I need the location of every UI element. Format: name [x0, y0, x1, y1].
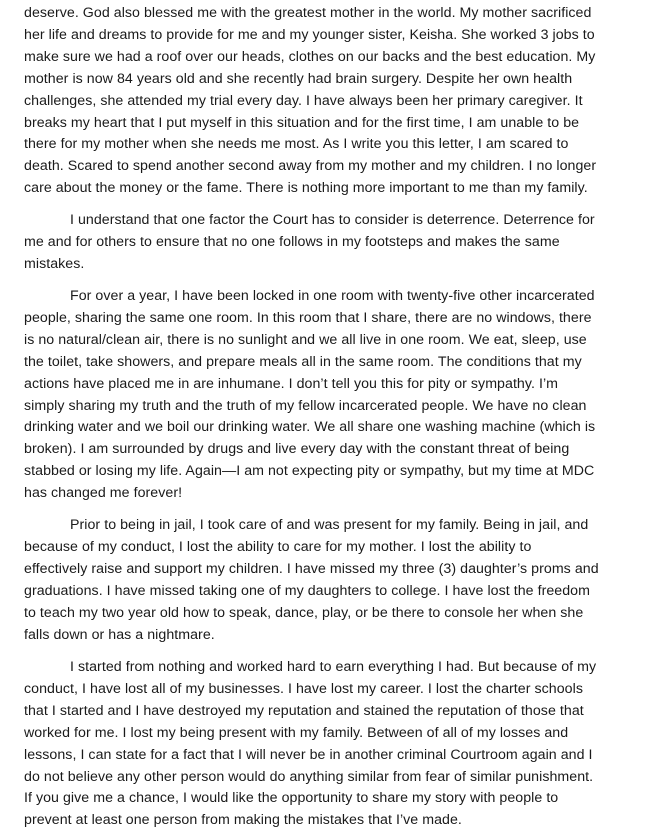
text-line: effectively raise and support my children. I have missed my three (3) daughter’s proms and [24, 560, 599, 577]
text-line: actions have placed me in are inhumane. I don’t tell you this for pity or sympathy. I’m [24, 375, 559, 392]
text-line: challenges, she attended my trial every day. I have always been her primary caregiver. It [24, 92, 583, 109]
text-line: there for my mother when she needs me most. As I write you this letter, I am scared to [24, 136, 569, 153]
text-line: If you give me a chance, I would like the opportunity to share my story with people to [24, 790, 559, 807]
text-line: do not believe any other person would do anything similar from fear of similar punishment. [24, 768, 594, 785]
text-line: that I started and I have destroyed my reputation and stained the reputation of those that [24, 702, 584, 719]
text-line: lessons, I can state for a fact that I will never be in another criminal Courtroom again and I [24, 746, 593, 763]
text-line: her life and dreams to provide for me and my younger sister, Keisha. She worked 3 jobs to [24, 26, 595, 43]
paragraph-deterrence [24, 210, 650, 276]
text-line: broken). I am surrounded by drugs and live every day with the constant threat of being [24, 441, 570, 458]
text-line: deserve. God also blessed me with the greatest mother in the world. My mother sacrificed [24, 5, 592, 21]
text-line: drinking water and we boil our drinking water. We all share one washing machine (which is [24, 419, 596, 436]
text-line: has changed me forever! [24, 485, 183, 502]
text-line: me and for others to ensure that no one follows in my footsteps and makes the same [24, 233, 560, 250]
text-line: care about the money or the fame. There is nothing more important to me than my family. [24, 180, 588, 197]
text-line: prevent at least one person from making the mistakes that I’ve made. [24, 812, 462, 829]
text-line: breaks my heart that I put myself in this situation and for the first time, I am unable to be [24, 114, 580, 131]
text-line: mistakes. [24, 255, 85, 272]
text-line: I understand that one factor the Court has to consider is deterrence. Deterrence for [70, 212, 595, 228]
text-line: conduct, I have lost all of my businesses. I have lost my career. I lost the charter schools [24, 680, 583, 697]
text-line: simply sharing my truth and the truth of my fellow incarcerated people. We have no clean [24, 397, 587, 414]
text-line: make sure we had a roof over our heads, clothes on our backs and the best education. My [24, 48, 596, 65]
text-line: For over a year, I have been locked in one room with twenty-five other incarcerated [70, 288, 595, 304]
text-line: falls down or has a nightmare. [24, 626, 215, 643]
text-line: Prior to being in jail, I took care of and was present for my family. Being in jail, and [70, 517, 589, 533]
text-line: people, sharing the same one room. In this room that I share, there are no windows, there [24, 309, 592, 326]
text-line: mother is now 84 years old and she recently had brain surgery. Despite her own health [24, 70, 573, 87]
text-line: worked for me. I lost my being present with my family. Between of all of my losses and [24, 724, 569, 741]
text-line: is no natural/clean air, there is no sunlight and we all live in one room. We eat, sleep, use [24, 331, 587, 348]
text-line: death. Scared to spend another second away from my mother and my children. I no longer [24, 158, 597, 175]
text-line: because of my conduct, I lost the ability to care for my mother. I lost the ability to [24, 538, 532, 555]
paragraph-mother [24, 3, 650, 200]
text-line: I started from nothing and worked hard to earn everything I had. But because of my [70, 659, 597, 675]
paragraph-losses [24, 657, 650, 832]
text-line: to teach my two year old how to speak, dance, play, or be there to console her when she [24, 604, 584, 621]
text-line: the toilet, take showers, and prepare meals all in the same room. The conditions that my [24, 353, 582, 370]
paragraph-family [24, 515, 650, 646]
paragraph-conditions [24, 286, 650, 505]
text-line: graduations. I have missed taking one of my daughters to college. I have lost the freedom [24, 582, 590, 599]
text-line: stabbed or losing my life. Again—I am not expecting pity or sympathy, but my time at MDC [24, 463, 595, 480]
